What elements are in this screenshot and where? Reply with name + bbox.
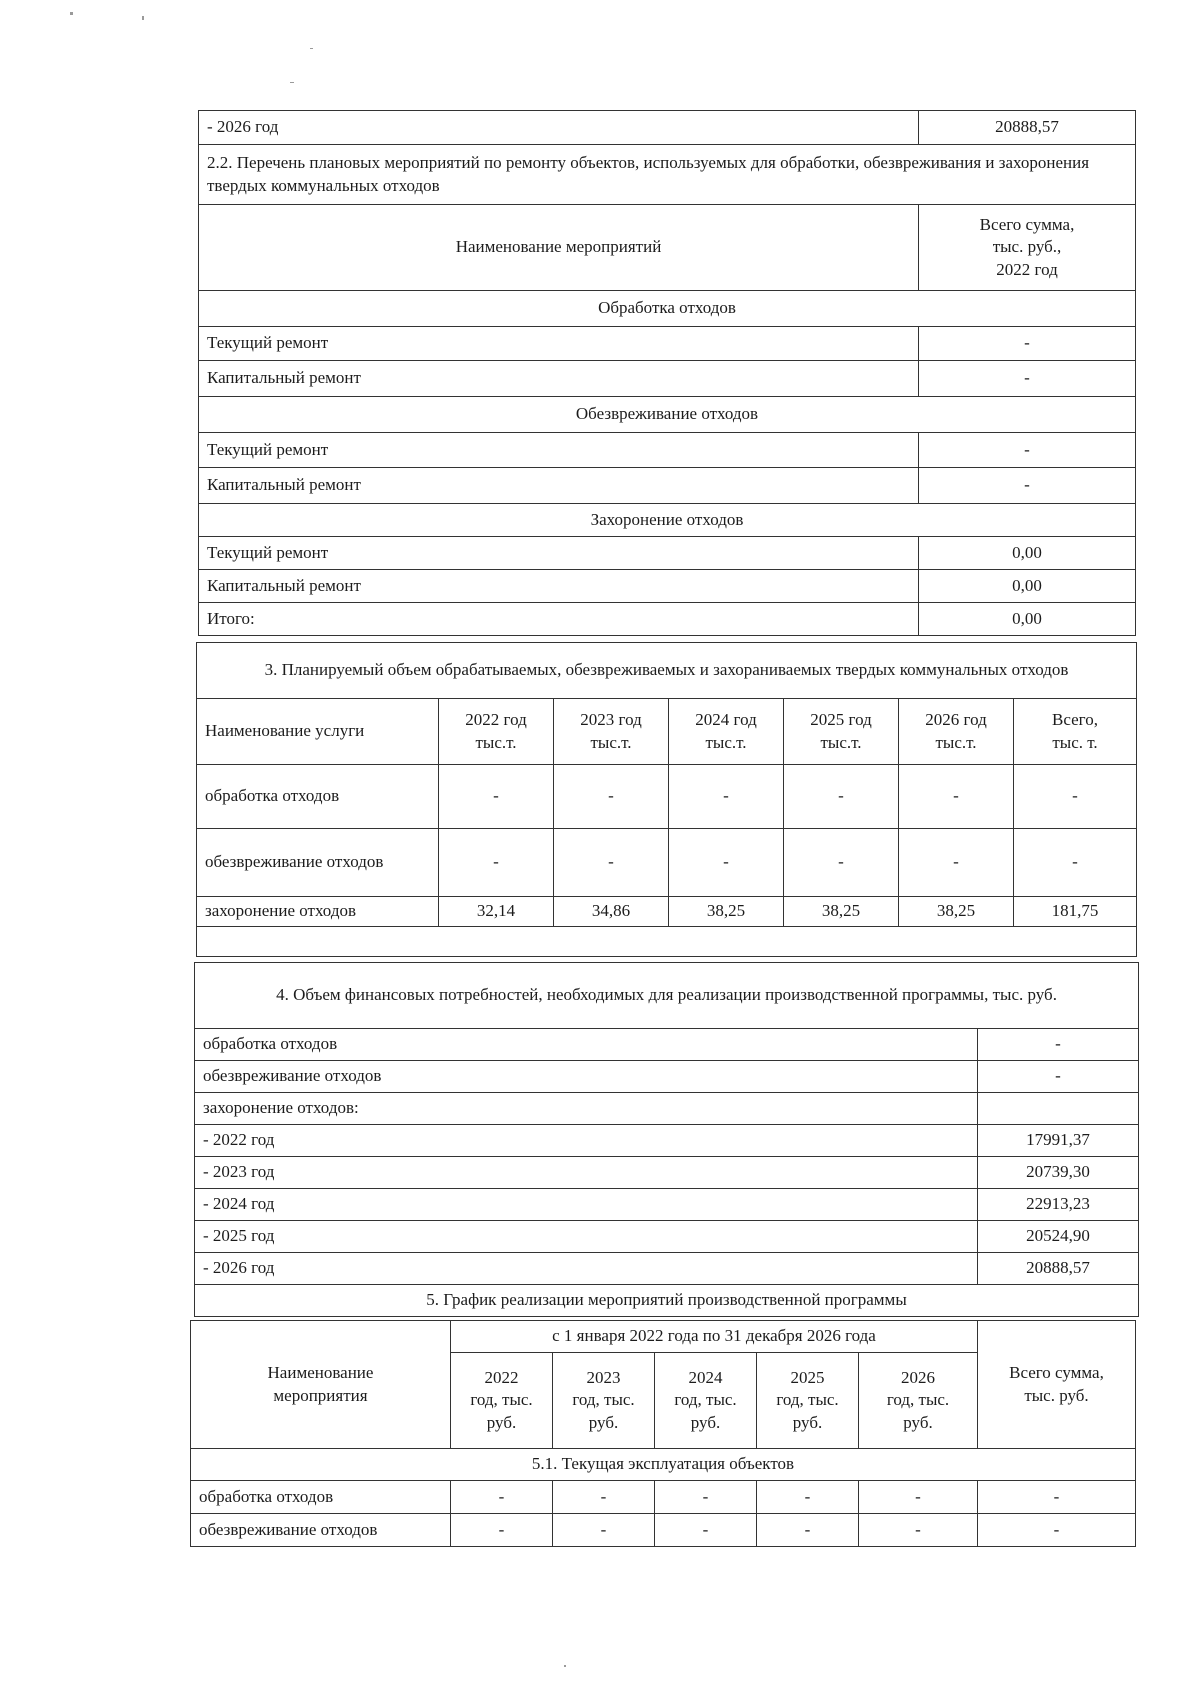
cell-value: -	[978, 1514, 1136, 1547]
group-heading-row	[199, 291, 1136, 327]
scan-speck	[70, 12, 73, 15]
section-heading-row	[195, 963, 1139, 1029]
cell-value: -	[978, 1481, 1136, 1514]
header-line: тыс.т.	[705, 732, 747, 752]
header-line: 2025	[790, 1368, 825, 1388]
subsection-heading-row	[191, 1449, 1136, 1481]
repair-measures-table	[198, 110, 1136, 636]
cell-value: -	[439, 765, 554, 829]
group-title-processing: Обработка отходов	[199, 291, 1136, 327]
row-value: 20524,90	[978, 1221, 1139, 1253]
section-heading-row	[195, 1285, 1139, 1317]
row-value	[978, 1093, 1139, 1125]
column-header-year	[451, 1353, 553, 1449]
table-row	[195, 1061, 1139, 1093]
table-row	[199, 327, 1136, 361]
cell-value: -	[554, 765, 669, 829]
row-label: Капитальный ремонт	[199, 570, 919, 603]
cell-value: 38,25	[784, 897, 899, 927]
row-label: Текущий ремонт	[199, 537, 919, 570]
header-line: мероприятия	[273, 1385, 368, 1405]
column-header-year	[655, 1353, 757, 1449]
column-header-year	[899, 699, 1014, 765]
section-4-title: 4. Объем финансовых потребностей, необходимых для реализации производственной программы, тыс. руб.	[195, 963, 1139, 1029]
row-value: 0,00	[919, 537, 1136, 570]
group-title-burial: Захоронение отходов	[199, 504, 1136, 537]
period-header: с 1 января 2022 года по 31 декабря 2026 года	[451, 1321, 978, 1353]
row-value: 22913,23	[978, 1189, 1139, 1221]
cell-value: -	[553, 1481, 655, 1514]
header-row	[197, 699, 1137, 765]
row-label: обработка отходов	[191, 1481, 451, 1514]
column-header-total-sum	[919, 205, 1136, 291]
row-value: 0,00	[919, 570, 1136, 603]
table-row	[197, 829, 1137, 897]
header-line: Всего сумма,	[1009, 1363, 1104, 1383]
table-row	[191, 1514, 1136, 1547]
group-heading-row	[199, 504, 1136, 537]
row-label: захоронение отходов	[197, 897, 439, 927]
row-value: -	[919, 433, 1136, 468]
scan-speck	[310, 48, 313, 49]
table-row	[199, 361, 1136, 397]
header-line: 2025 год	[810, 710, 872, 730]
row-value: -	[919, 327, 1136, 361]
scan-speck	[564, 1665, 566, 1667]
header-line: 2024 год	[695, 710, 757, 730]
row-value: -	[978, 1061, 1139, 1093]
table-row	[199, 468, 1136, 504]
header-line: 2022 год	[465, 710, 527, 730]
header-line: Наименование	[267, 1363, 374, 1383]
table-row	[191, 1481, 1136, 1514]
cell-value: -	[784, 765, 899, 829]
cell-value: -	[1014, 765, 1137, 829]
row-value: -	[978, 1029, 1139, 1061]
cell-value: 38,25	[669, 897, 784, 927]
table-row	[195, 1157, 1139, 1189]
row-label: - 2023 год	[195, 1157, 978, 1189]
table-row	[195, 1093, 1139, 1125]
header-line: 2023 год	[580, 710, 642, 730]
header-line: 2024	[688, 1368, 723, 1388]
row-value: -	[919, 468, 1136, 504]
table-row	[197, 897, 1137, 927]
cell-value: -	[439, 829, 554, 897]
header-line: тыс.т.	[475, 732, 517, 752]
header-line: год, тыс.	[674, 1390, 737, 1410]
cell-value: -	[669, 829, 784, 897]
row-value: 20888,57	[978, 1253, 1139, 1285]
cell-value: -	[451, 1481, 553, 1514]
column-header-year	[784, 699, 899, 765]
column-header-year	[554, 699, 669, 765]
row-label: обезвреживание отходов	[195, 1061, 978, 1093]
row-label: обезвреживание отходов	[191, 1514, 451, 1547]
cell-value: 181,75	[1014, 897, 1137, 927]
cell-value: -	[757, 1481, 859, 1514]
table-row	[195, 1253, 1139, 1285]
cell-value: -	[554, 829, 669, 897]
section-heading-row	[199, 145, 1136, 205]
column-header-year	[553, 1353, 655, 1449]
header-row	[199, 205, 1136, 291]
header-line: руб.	[588, 1412, 619, 1432]
cell-value: -	[1014, 829, 1137, 897]
row-label: Текущий ремонт	[199, 327, 919, 361]
column-header-year	[859, 1353, 978, 1449]
cell-value: -	[784, 829, 899, 897]
total-value: 0,00	[919, 603, 1136, 636]
row-label: - 2022 год	[195, 1125, 978, 1157]
cell-value: -	[655, 1514, 757, 1547]
row-label: обработка отходов	[195, 1029, 978, 1061]
header-line: руб.	[690, 1412, 721, 1432]
table-row	[197, 765, 1137, 829]
financial-needs-table	[194, 962, 1139, 1317]
section-5-title: 5. График реализации мероприятий производственной программы	[195, 1285, 1139, 1317]
header-line: руб.	[792, 1412, 823, 1432]
row-label: - 2025 год	[195, 1221, 978, 1253]
row-value: 17991,37	[978, 1125, 1139, 1157]
row-label: - 2026 год	[199, 111, 919, 145]
header-line: год, тыс.	[572, 1390, 635, 1410]
cell-value: -	[859, 1514, 978, 1547]
header-line: тыс. руб.,	[992, 237, 1062, 257]
row-value: 20739,30	[978, 1157, 1139, 1189]
total-label: Итого:	[199, 603, 919, 636]
section-3-title: 3. Планируемый объем обрабатываемых, обезвреживаемых и захораниваемых твердых коммунальных отходов	[197, 643, 1137, 699]
header-line: тыс.т.	[820, 732, 862, 752]
header-line: Всего,	[1052, 710, 1098, 730]
column-header-total-sum	[978, 1321, 1136, 1449]
column-header-total	[1014, 699, 1137, 765]
cell-value: -	[669, 765, 784, 829]
table-row	[199, 570, 1136, 603]
table-row	[195, 1029, 1139, 1061]
header-row	[191, 1321, 1136, 1353]
header-line: год, тыс.	[886, 1390, 950, 1410]
row-label: - 2026 год	[195, 1253, 978, 1285]
column-header-service-name: Наименование услуги	[197, 699, 439, 765]
column-header-year	[669, 699, 784, 765]
cell-value: -	[899, 829, 1014, 897]
row-label: обработка отходов	[197, 765, 439, 829]
row-label: Капитальный ремонт	[199, 361, 919, 397]
scan-speck	[290, 82, 294, 83]
row-value: -	[919, 361, 1136, 397]
schedule-table	[190, 1320, 1136, 1547]
row-label: обезвреживание отходов	[197, 829, 439, 897]
cell-value: 34,86	[554, 897, 669, 927]
table-row	[195, 1189, 1139, 1221]
row-label: Капитальный ремонт	[199, 468, 919, 504]
header-line: 2022 год	[996, 259, 1058, 279]
blank-row	[197, 927, 1137, 957]
header-line: 2026	[901, 1368, 935, 1388]
column-header-year	[439, 699, 554, 765]
group-title-neutralization: Обезвреживание отходов	[199, 397, 1136, 433]
cell-value: -	[757, 1514, 859, 1547]
cell-value: 38,25	[899, 897, 1014, 927]
header-line: тыс.т.	[590, 732, 632, 752]
row-value: 20888,57	[919, 111, 1136, 145]
scan-speck	[142, 16, 144, 20]
header-line: 2026 год	[925, 710, 987, 730]
row-label: Текущий ремонт	[199, 433, 919, 468]
cell-value: -	[899, 765, 1014, 829]
header-line: год, тыс.	[776, 1390, 839, 1410]
header-line: руб.	[486, 1412, 517, 1432]
header-line: тыс.т.	[935, 732, 977, 752]
blank-cell	[197, 927, 1137, 957]
cell-value: -	[553, 1514, 655, 1547]
table-row	[195, 1221, 1139, 1253]
header-line: 2022	[484, 1368, 519, 1388]
header-line: руб.	[903, 1412, 933, 1432]
column-header-year	[757, 1353, 859, 1449]
header-line: тыс. т.	[1052, 732, 1098, 752]
group-heading-row	[199, 397, 1136, 433]
header-line: 2023	[586, 1368, 621, 1388]
section-heading-row	[197, 643, 1137, 699]
section-2-2-title: 2.2. Перечень плановых мероприятий по ремонту объектов, используемых для обработки, обезвреживания и захоронения твердых коммунальных отходов	[199, 145, 1136, 205]
row-label: захоронение отходов:	[195, 1093, 978, 1125]
column-header-measure-name: Наименование мероприятий	[199, 205, 919, 291]
header-line: тыс. руб.	[1024, 1385, 1089, 1405]
table-row	[199, 537, 1136, 570]
column-header-measure-name	[191, 1321, 451, 1449]
cell-value: 32,14	[439, 897, 554, 927]
cell-value: -	[451, 1514, 553, 1547]
header-line: год, тыс.	[470, 1390, 533, 1410]
table-row	[199, 433, 1136, 468]
row-label: - 2024 год	[195, 1189, 978, 1221]
header-line: Всего сумма,	[979, 215, 1075, 235]
subsection-5-1-title: 5.1. Текущая эксплуатация объектов	[191, 1449, 1136, 1481]
table-row	[195, 1125, 1139, 1157]
planned-volume-table	[196, 642, 1137, 957]
total-row	[199, 603, 1136, 636]
cell-value: -	[859, 1481, 978, 1514]
cell-value: -	[655, 1481, 757, 1514]
table-row	[199, 111, 1136, 145]
